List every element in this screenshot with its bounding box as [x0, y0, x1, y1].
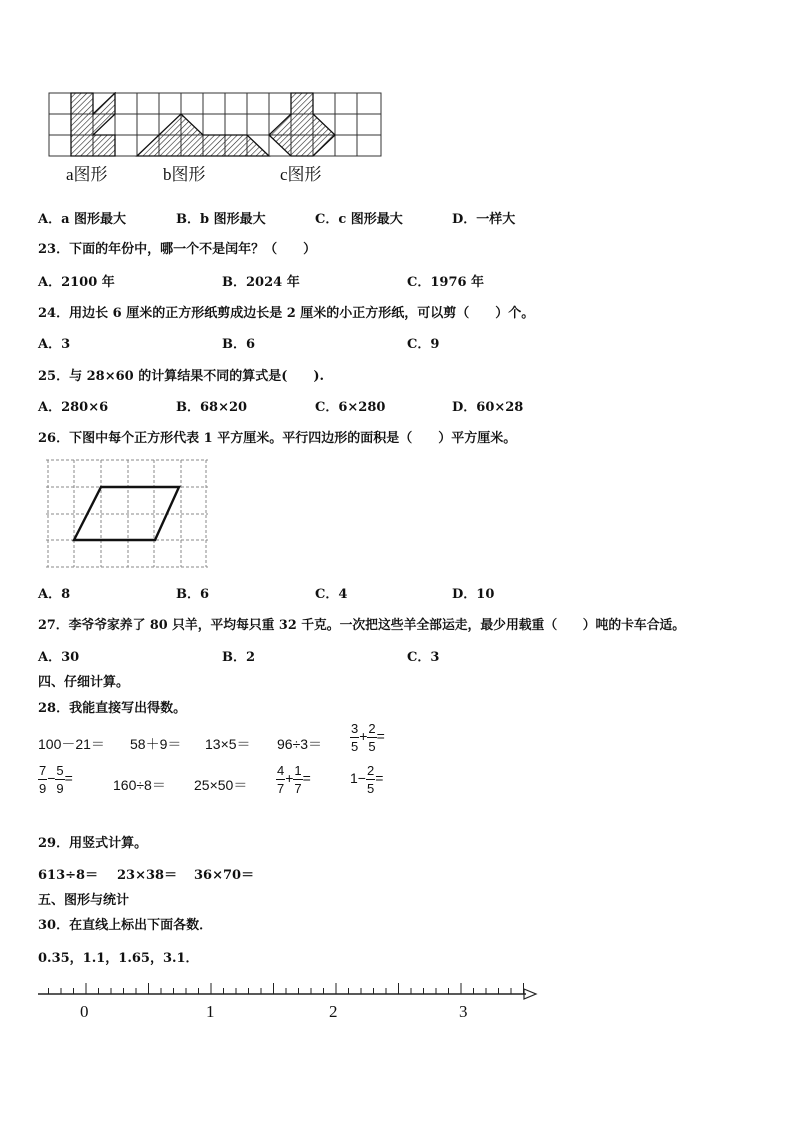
q23-option-a[interactable]: A．2100 年	[38, 275, 115, 290]
tick-label-2: 2	[329, 1002, 338, 1021]
q25-option-d[interactable]: D．60×28	[452, 400, 524, 415]
q25-text: 25．与 28×60 的计算结果不同的算式是( ).	[38, 369, 325, 384]
number-line	[36, 980, 540, 1004]
q28-item-5-operator: +	[359, 728, 368, 745]
shape-grid-figure	[48, 92, 384, 158]
q28-item-9-denominator-a: 7	[277, 781, 285, 796]
q25-option-a[interactable]: A．280×6	[38, 400, 109, 415]
q25-option-c[interactable]: C．6×280	[315, 400, 386, 415]
q28-item-6-equals: =	[64, 770, 73, 787]
q28-item-10-numerator: 2	[366, 763, 375, 778]
dotted-grid	[46, 460, 208, 567]
tick-label-3: 3	[459, 1002, 468, 1021]
q30-numbers: 0.35，1.1，1.65，3.1．	[38, 951, 199, 966]
q28-item-6-numerator-b: 5	[56, 763, 64, 778]
q28-item-5-denominator-a: 5	[351, 739, 359, 754]
q27-option-c[interactable]: C．3	[407, 650, 440, 665]
q24-option-b[interactable]: B．6	[222, 337, 256, 352]
q28-item-10-equals: =	[375, 770, 384, 787]
shape-a	[71, 93, 115, 156]
q28-item-4: 96÷3＝	[277, 736, 323, 752]
q27-option-b[interactable]: B．2	[222, 650, 256, 665]
q25-option-b[interactable]: B．68×20	[176, 400, 248, 415]
q28-item-5	[350, 722, 385, 753]
q28-item-10	[350, 764, 383, 795]
q29-item-3: 36×70＝	[194, 868, 255, 883]
q26-option-a[interactable]: A．8	[38, 587, 71, 602]
q28-item-10-denominator: 5	[366, 781, 375, 796]
tick-label-1: 1	[206, 1002, 215, 1021]
q28-item-5-numerator-a: 3	[351, 721, 359, 736]
q26-option-d[interactable]: D．10	[452, 587, 495, 602]
parallelogram-figure	[44, 458, 210, 570]
q23-text: 23．下面的年份中，哪一个不是闰年？（ ）	[38, 242, 317, 257]
q26-option-b[interactable]: B．6	[176, 587, 210, 602]
q28-item-9-numerator-b: 1	[294, 763, 302, 778]
q28-item-3: 13×5＝	[205, 736, 251, 752]
q28-item-2: 58＋9＝	[130, 736, 182, 752]
shape-a-label: a图形	[66, 165, 108, 184]
q29-item-1: 613÷8＝	[38, 868, 99, 883]
q28-item-6-denominator-a: 9	[39, 781, 47, 796]
q29-text: 29．用竖式计算。	[38, 836, 148, 851]
q29-item-2: 23×38＝	[117, 868, 178, 883]
tick-label-0: 0	[80, 1002, 89, 1021]
q23-option-c[interactable]: C．1976 年	[407, 275, 485, 290]
q24-option-c[interactable]: C．9	[407, 337, 440, 352]
q30-text: 30．在直线上标出下面各数．	[38, 918, 213, 933]
q28-item-5-numerator-b: 2	[368, 721, 376, 736]
q28-item-9	[276, 764, 311, 795]
q28-item-10-whole: 1−	[350, 770, 366, 787]
q28-text: 28．我能直接写出得数。	[38, 701, 187, 716]
q28-item-9-equals: =	[302, 770, 311, 787]
q22-option-c[interactable]: C．c 图形最大	[315, 212, 403, 227]
q24-text: 24．用边长 6 厘米的正方形纸剪成边长是 2 厘米的小正方形纸，可以剪（ ）个。	[38, 306, 535, 321]
q28-item-5-denominator-b: 5	[368, 739, 376, 754]
q28-item-9-numerator-a: 4	[277, 763, 285, 778]
q28-item-6-numerator-a: 7	[39, 763, 47, 778]
q22-option-d[interactable]: D．一样大	[452, 212, 516, 227]
q22-option-a[interactable]: A．a 图形最大	[38, 212, 127, 227]
q26-text: 26．下图中每个正方形代表 1 平方厘米。平行四边形的面积是（ ）平方厘米。	[38, 431, 517, 446]
shape-c-label: c图形	[280, 165, 322, 184]
section-5-heading: 五、图形与统计	[38, 893, 130, 908]
q28-item-5-equals: =	[376, 728, 385, 745]
q27-text: 27．李爷爷家养了 80 只羊，平均每只重 32 千克。一次把这些羊全部运走，最少用载重（ ）吨的卡车合适。	[38, 618, 686, 633]
q28-item-9-denominator-b: 7	[294, 781, 302, 796]
section-4-heading: 四、仔细计算。	[38, 675, 130, 690]
q27-option-a[interactable]: A．30	[38, 650, 80, 665]
q28-item-6-operator: −	[47, 770, 56, 787]
q23-option-b[interactable]: B．2024 年	[222, 275, 300, 290]
shape-c	[269, 93, 335, 156]
q28-item-1: 100－21＝	[38, 736, 105, 752]
q26-option-c[interactable]: C．4	[315, 587, 348, 602]
q28-item-6	[38, 764, 73, 795]
q24-option-a[interactable]: A．3	[38, 337, 71, 352]
q28-item-8: 25×50＝	[194, 777, 248, 793]
shape-b-label: b图形	[163, 165, 206, 184]
q28-item-7: 160÷8＝	[113, 777, 166, 793]
q28-item-6-denominator-b: 9	[56, 781, 64, 796]
q22-option-b[interactable]: B．b 图形最大	[176, 212, 266, 227]
q28-item-9-operator: +	[285, 770, 294, 787]
